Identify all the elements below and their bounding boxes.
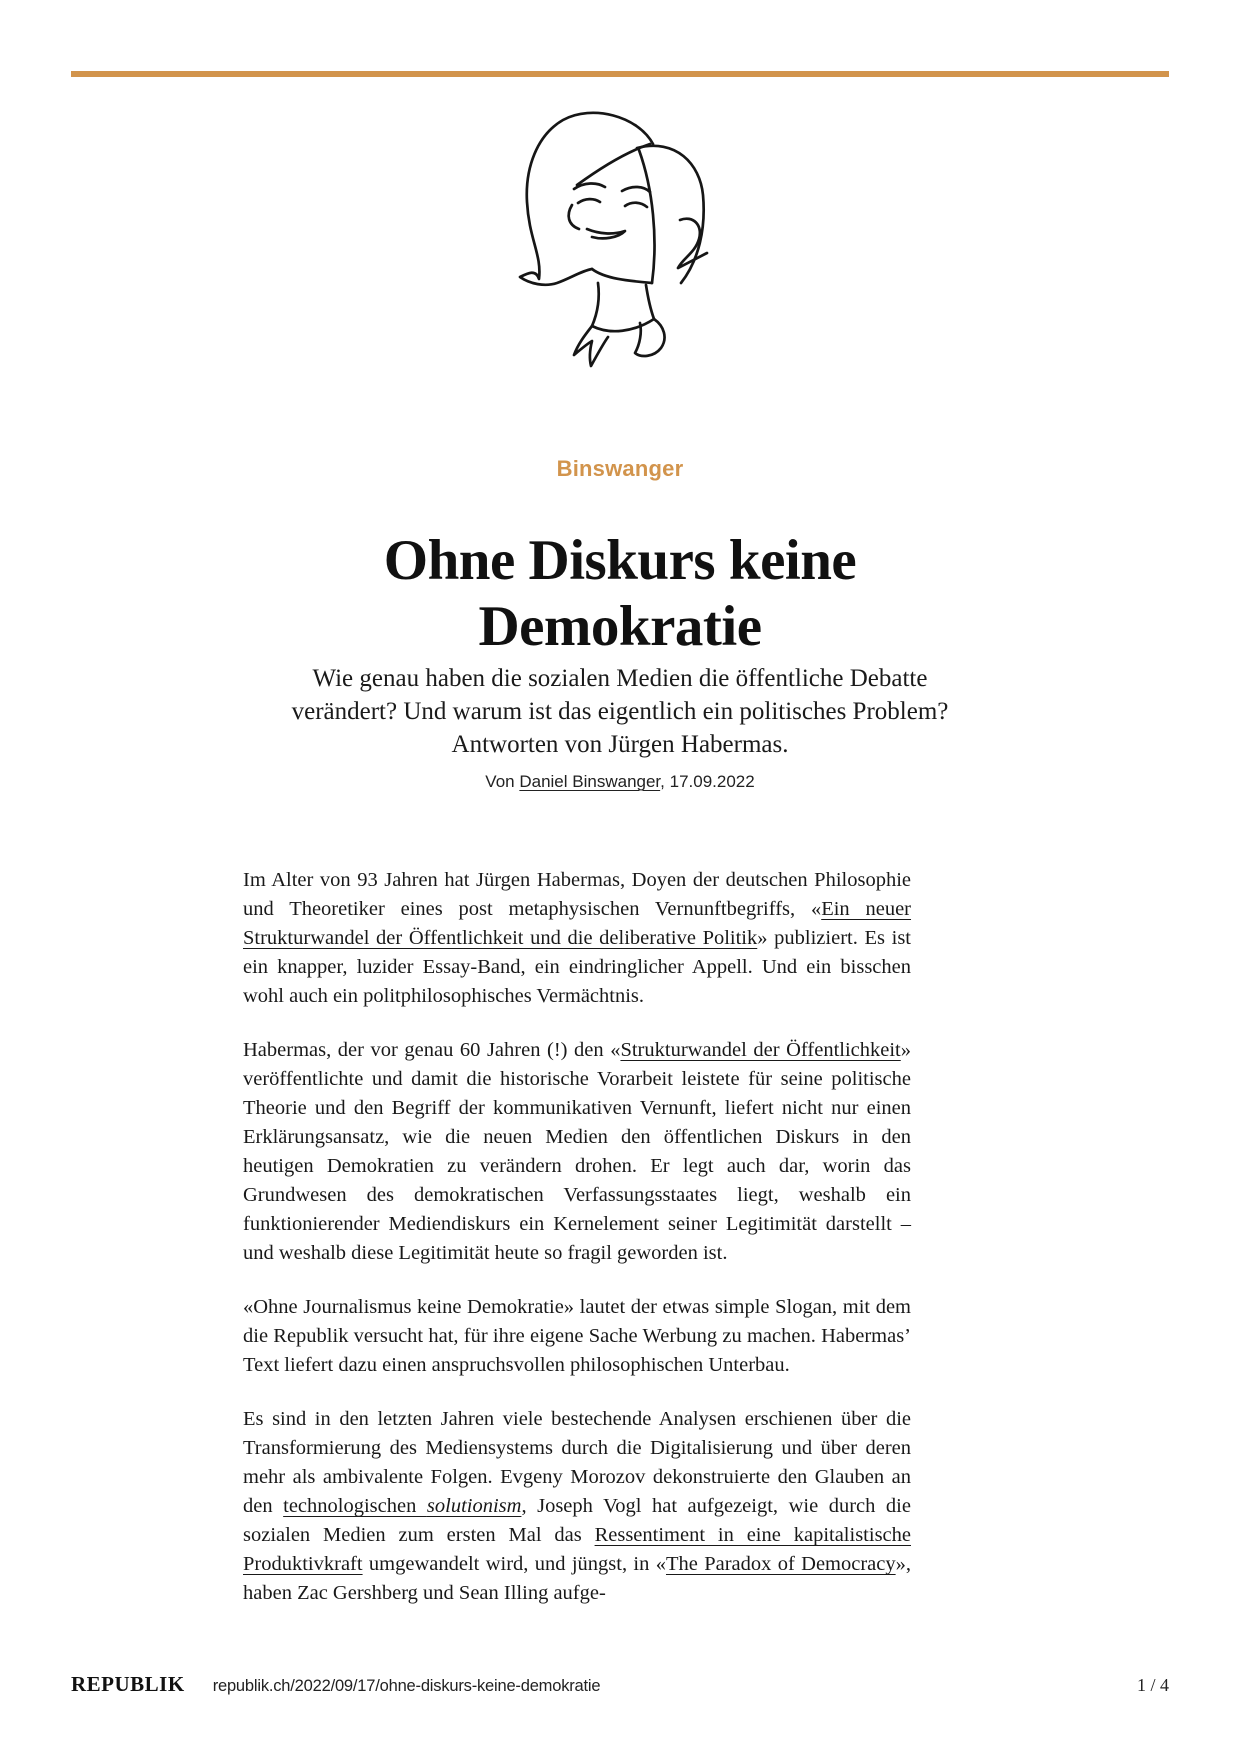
page-footer [71,1672,1169,1702]
text-run: Im Alter von 93 Jahren hat Jürgen Habermas, Doyen der deutschen Philosophie und Theoretiker eines post metaphysischen Vernunftbegriffs, « [243,869,911,920]
portrait-illustration [0,92,1240,382]
publish-date: 17.09.2022 [669,772,755,791]
text-run: Es sind in den letzten Jahren viele bestechende Analysen erschienen über die Transformierung des Mediensystems durch die Digitalisierung und über deren mehr als ambivalente Folgen. Evgeny Morozov dekonstruierte den Glauben an den [243,1408,911,1517]
paragraph [243,1036,911,1268]
article-title: Ohne Diskurs keine Demokratie [383,529,857,659]
text-run: Habermas, der vor genau 60 Jahren (!) den « [243,1039,621,1061]
inline-link[interactable]: Strukturwandel der Öffentlichkeit [620,1039,901,1061]
byline-separator: , [660,772,670,791]
text-run: , Joseph Vogl hat aufgezeigt, wie durch die sozialen Medien zum ersten Mal das [243,1495,911,1546]
inline-link[interactable]: Ressentiment in eine kapitalistische Produktivkraft [243,1524,911,1575]
page-number: 1 / 4 [1136,1675,1169,1695]
text-run: », haben Zac Gershberg und Sean Illing aufge- [243,1553,911,1604]
byline-prefix: Von [485,772,520,791]
paragraph [243,1405,911,1608]
portrait-line-drawing-icon [440,92,800,382]
author-link[interactable]: Daniel Binswanger [519,772,661,791]
text-run: » publiziert. Es ist ein knapper, luzider Essay-Band, ein eindringlicher Appell. Und ein bisschen wohl auch ein politphilosophisches Vermächtnis. [243,927,911,1007]
article-url: republik.ch/2022/09/17/ohne-diskurs-keine-demokratie [212,1677,601,1695]
rubric-label: Binswanger [556,456,684,481]
inline-link[interactable]: technologischen [283,1495,427,1517]
inline-link[interactable]: The Paradox of Democracy [665,1553,896,1575]
inline-link[interactable]: Ein neuer Strukturwandel der Öffentlichkeit und die deliberative Politik [243,898,912,949]
inline-link[interactable]: solutionism [426,1495,522,1517]
article-lead: Wie genau haben die sozialen Medien die öffentliche Debatte verändert? Und warum ist das eigentlich ein politisches Problem? Antworten von Jürgen Habermas. [291,665,949,758]
text-run: «Ohne Journalismus keine Demokratie» lautet der etwas simple Slogan, mit dem die Republik versucht hat, für ihre eigene Sache Werbung zu machen. Habermas’ Text liefert dazu einen anspruchsvollen philosophischen Unterbau. [243,1296,911,1376]
text-run: umgewandelt wird, und jüngst, in « [362,1553,666,1575]
text-run: » veröffentlichte und damit die historische Vorarbeit leistete für seine politische Theorie und den Begriff der kommunikativen Vernunft, liefert nicht nur einen Erklärungsansatz, wie die neuen Medien den öffentlichen Diskurs in den heutigen Demokratien zu verändern drohen. Er legt auch dar, worin das Grundwesen des demokratischen Verfassungsstaates liegt, weshalb ein funktionierender Mediendiskurs ein Kernelement seiner Legitimität darstellt – und weshalb diese Legitimität heute so fragil geworden ist. [243,1039,911,1264]
paragraph [243,866,911,1011]
article-body [243,866,911,1633]
top-accent-rule [71,71,1169,77]
republik-logo: REPUBLIK [71,1672,185,1696]
byline [0,772,1240,792]
paragraph [243,1293,911,1380]
